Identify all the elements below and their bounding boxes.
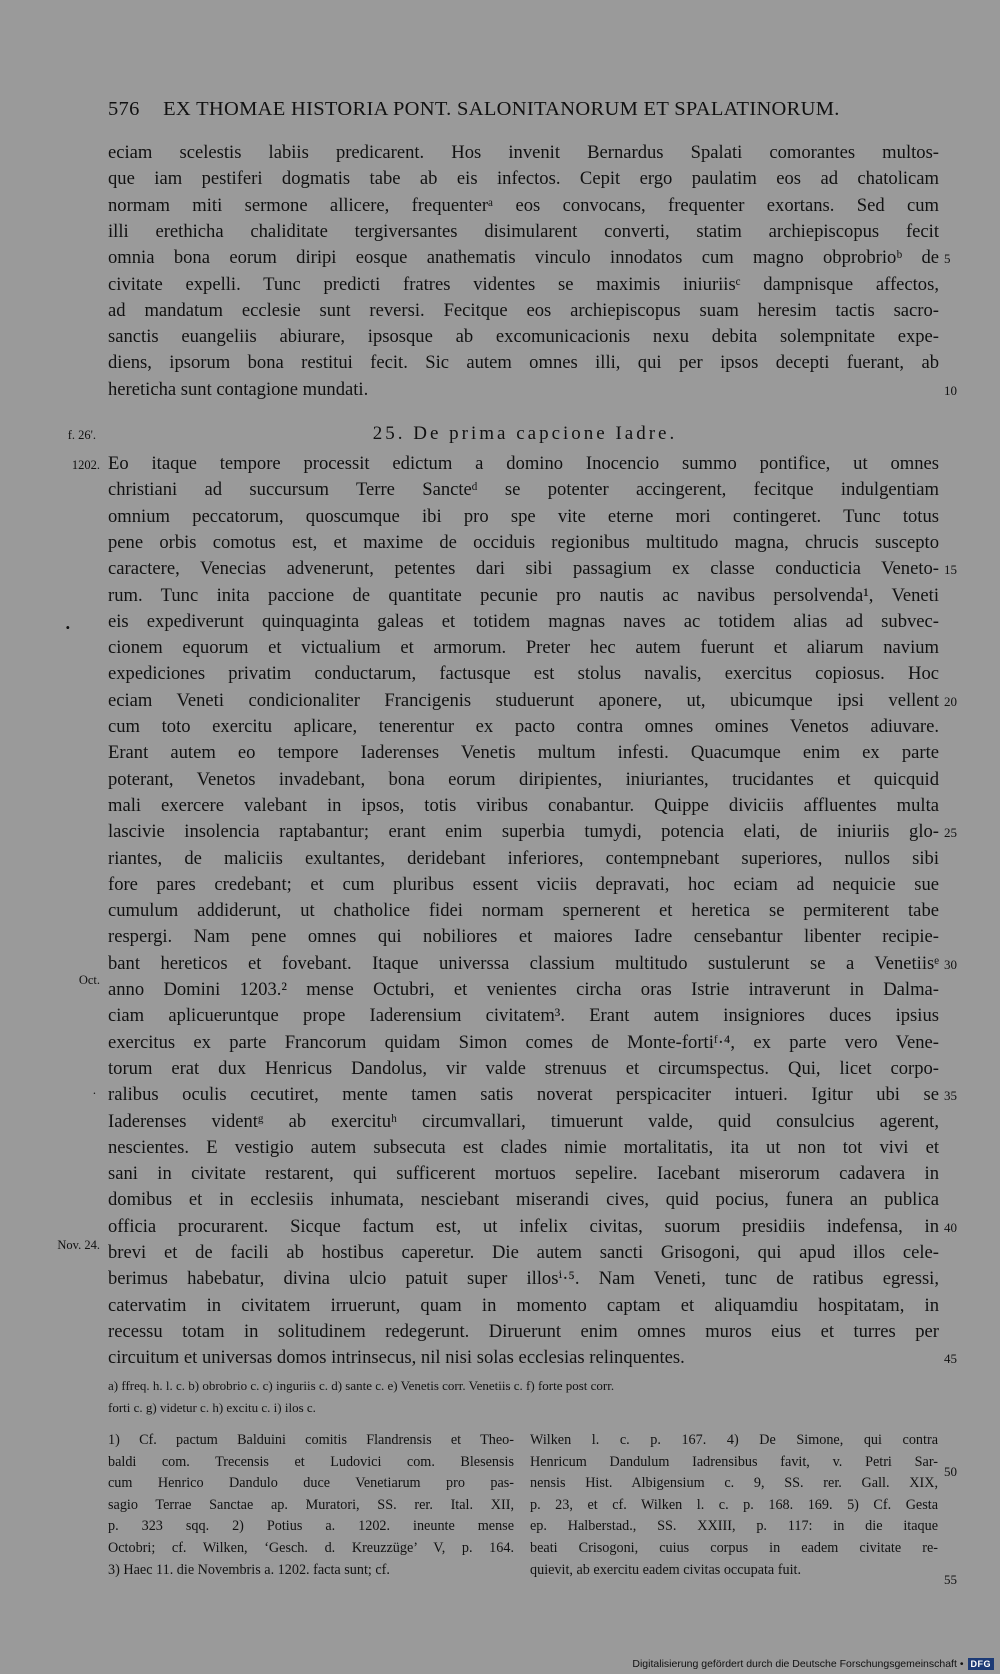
margin-nov-24: Nov. 24. (57, 1238, 100, 1252)
paragraph-1-line: hereticha sunt contagione mundati. (108, 378, 369, 400)
paragraph-2-line: cum toto exercitu aplicare, tenerentur ex pacto contra omnes omines Venetos adiuvare. (108, 716, 939, 737)
paragraph-2-line: officia procurarent. Sicque factum est, ut infelix civitas, suorum presidiis indefensa, in (108, 1215, 939, 1237)
paragraph-2-line: brevi et de facili ab hostibus caperetur. Die autem sancti Grisogoni, qui apud illos cele- (108, 1242, 939, 1263)
footnote-line: Octobri; cf. Wilken, ‘Gesch. d. Kreuzzüge’ V, p. 164. (108, 1539, 514, 1556)
paragraph-2-line: Erant autem eo tempore Iaderenses Venetis multum infesti. Quacumque enim ex parte (108, 742, 939, 764)
footnote-line: baldi com. Trecensis et Ludovici com. Blesensis (108, 1453, 514, 1470)
margin-year-1202: 1202. (71, 458, 100, 472)
line-number-20: 20 (944, 693, 957, 709)
footnote-line: Wilken l. c. p. 167. 4) De Simone, qui contra (530, 1432, 938, 1448)
paragraph-2-line: catervatim in civitatem irruerunt, quam in momento captam et aliquamdiu hospitatam, in (108, 1294, 939, 1316)
footnote-line: 3) Haec 11. die Novembris a. 1202. facta sunt; cf. (108, 1561, 390, 1578)
paragraph-1-line: diens, ipsorum bona restitui fecit. Sic autem omnes illi, qui per ipsos decepti fuerant, ab (108, 352, 939, 374)
paragraph-2-line: omnium peccatorum, quoscumque ibi pro spe vite eterne mori contingeret. Tunc totus (108, 505, 939, 527)
line-number-45: 45 (944, 1351, 957, 1367)
folio-marker: f. 26'. (67, 428, 96, 442)
footnotes-left-column (108, 1430, 514, 1581)
paragraph-2-line: ciam aplicueruntque prope Iaderensium civitatem³. Erant autem insigniores duces ipsius (108, 1005, 939, 1027)
paragraph-2-line: berimus habebatur, divina ulcio patuit super illosⁱ·⁵. Nam Veneti, tunc de ratibus egressi, (108, 1268, 939, 1290)
paragraph-2-line: sani in civitate restarent, qui sufficerent mortuos sepelire. Iacebant miserorum cadavera in (108, 1163, 939, 1185)
paragraph-1-line: eciam scelestis labiis predicarent. Hos invenit Bernardus Spalati comorantes multos- (108, 142, 939, 163)
page-number: 576 (108, 98, 140, 120)
footnote-line: Henricum Dandulum Iadrensibus favit, v. Petri Sar- (530, 1453, 938, 1470)
paragraph-2-line: exercitus ex parte Francorum quidam Simon comes de Monte-fortiᶠ·⁴, ex parte vero Vene- (108, 1031, 939, 1053)
paragraph-2-line: rum. Tunc inita paccione de quantitate pecunie pro nautis ac navibus persolvenda¹, Veneti (108, 584, 939, 606)
apparatus-line-1: a) ffreq. h. l. c. b) obrobrio c. c) inguriis c. d) sante c. e) Venetis corr. Venetiis c. f) forte post corr. (108, 1378, 615, 1393)
paragraph-1-line: sanctis euangeliis abiurare, ipsosque ab excomunicacionis nexu debita solempnitate expe- (108, 326, 939, 348)
paragraph-1-line: que iam pestiferi dogmatis tabe ab eis infectos. Cepit ergo paulatim eos ad chatolicam (108, 168, 939, 190)
paragraph-2-line: ralibus oculis cecutiret, mente tamen satis noverat perspicaciter intueri. Igitur ubi se (108, 1084, 939, 1106)
dfg-credit-text: Digitalisierung gefördert durch die Deutsche Forschungsgemeinschaft • (632, 1658, 964, 1670)
footnote-line: ep. Halberstad., SS. XXIII, p. 117: in die itaque (530, 1518, 938, 1535)
footnote-line: quievit, ab exercitu eadem civitas occupata fuit. (530, 1561, 802, 1578)
footnotes-right-column (530, 1430, 938, 1581)
line-number-25: 25 (944, 825, 957, 841)
line-number-35: 35 (944, 1088, 957, 1104)
footnote-line: 1) Cf. pactum Balduini comitis Flandrensis et Theo- (108, 1432, 514, 1448)
paragraph-2-line: Iaderenses videntᵍ ab exercituʰ circumvallari, timuerunt valde, quid consulcius agerent, (108, 1110, 939, 1132)
dfg-logo: DFG (968, 1658, 995, 1670)
apparatus-line-2: forti c. g) videtur c. h) excitu c. i) ilos c. (108, 1400, 316, 1415)
line-number-55: 55 (944, 1572, 957, 1587)
paragraph-1-line: illi erethicha chaliditate tergiversantes disimularent converti, statim archiepiscopus fecit (108, 220, 939, 242)
paragraph-2-line: Eo itaque tempore processit edictum a domino Inocencio summo pontifice, ut omnes (108, 453, 939, 474)
footnote-line: p. 323 sqq. 2) Potius a. 1202. ineunte mense (108, 1518, 514, 1535)
paragraph-2-line: domibus et in ecclesiis inhumata, nesciebant miserandi cives, quid pocius, funera an publica (108, 1189, 939, 1211)
paragraph-2-line: torum erat dux Henricus Dandolus, vir valde strenuus et circumspectus. Qui, licet corpo- (108, 1057, 939, 1079)
paragraph-2-line: expediciones privatim conductarum, factusque est stolus navalis, exercitus copiosus. Hoc (108, 663, 939, 685)
footnote-line: beati Crisogoni, cuius corpus in eadem civitate re- (530, 1539, 938, 1556)
paragraph-1-line: omnia bona eorum diripi eosque anathematis vinculo innodatos cum magno obprobrioᵇ de (108, 247, 939, 269)
paragraph-2-line: pene orbis comotus est, et maxime de occiduis regionibus multitudo magna, chrucis suscepto (108, 531, 939, 553)
paragraph-1-line: ad mandatum ecclesie sunt reversi. Fecitque eos archiepiscopus suam heresim tactis sacro- (108, 299, 939, 321)
paragraph-2-line: eciam Veneti condicionaliter Francigenis studuerunt aponere, ut, ubicumque ipsi vellent (108, 689, 939, 711)
paragraph-2-line: respergi. Nam pene omnes qui nobiliores et maiores Iadre censebantur libenter recipie- (108, 926, 939, 948)
paragraph-2-line: bant hereticos et fovebant. Itaque universsa classium multitudo sustulerunt se a Venetiisᵉ (108, 952, 939, 974)
running-title: EX THOMAE HISTORIA PONT. SALONITANORUM ET SPALATINORUM. (163, 98, 840, 120)
paragraph-2-line: cumulum addiderunt, ut chatholice fidei normam spernerent et heretica se permiterent tabe (108, 900, 939, 922)
paragraph-2-line: nescientes. E vestigio autem subsecuta est clades nimie mortalitatis, ita ut non tot vivi et (108, 1136, 939, 1158)
line-number-5: 5 (944, 251, 951, 267)
footnote-line: nensis Hist. Albigensium c. 9, SS. rer. Gall. XIX, (530, 1475, 938, 1492)
line-number-40: 40 (944, 1219, 957, 1235)
paragraph-2-line: fore pares credebant; et cum pluribus essent viciis depravati, hoc eciam ad nequicie sue (108, 873, 939, 895)
footnote-line: cum Henrico Dandulo duce Venetiarum pro pas- (108, 1475, 514, 1492)
section-title: 25. De prima capcione Iadre. (372, 423, 678, 444)
line-number-30: 30 (944, 956, 957, 972)
margin-dot-2: . (92, 1083, 96, 1097)
paragraph-2-line: anno Domini 1203.² mense Octubri, et venientes circha oras Istrie intraverunt in Dalma- (108, 979, 939, 1000)
paragraph-2-line: cionem equorum et victualium et armorum. Preter hec autem fuerunt et aliarum navium (108, 637, 939, 659)
margin-dot: • (65, 621, 70, 635)
footnote-line: p. 23, et cf. Wilken l. c. p. 168. 169. 5) Cf. Gesta (530, 1496, 938, 1513)
dfg-credit (632, 1658, 994, 1670)
paragraph-2-line: recessu totam in solitudinem redegerunt. Diruerunt enim omnes muros eius et turres per (108, 1320, 939, 1342)
line-number-10: 10 (944, 382, 957, 398)
paragraph-2-line: christiani ad succursum Terre Sancteᵈ se potenter accingerent, fecitque indulgentiam (108, 479, 939, 501)
line-number-50: 50 (944, 1464, 957, 1479)
paragraph-2-line: eis expediverunt quinquaginta galeas et totidem magnas naves ac totidem alias ad subvec- (108, 610, 939, 632)
line-number-15: 15 (944, 562, 957, 578)
paragraph-2-line: circuitum et universas domos intrinsecus, nil nisi solas ecclesias relinquentes. (108, 1347, 685, 1369)
paragraph-2-line: lascivie insolencia raptabantur; erant enim superbia tumydi, potencia elati, de iniuriis glo- (108, 821, 939, 843)
page-header (108, 98, 888, 121)
paragraph-1-line: normam miti sermone allicere, frequenterᵃ eos convocans, frequenter exortans. Sed cum (108, 194, 939, 216)
margin-oct: Oct. (78, 973, 100, 987)
paragraph-2-line: mali exercere valebant in ipsos, totis viribus conabantur. Quippe diviciis affluentes multa (108, 794, 939, 816)
paragraph-2-line: riantes, de maliciis exultantes, deridebant inferiores, contempnebant superiores, nullos sibi (108, 847, 939, 869)
paragraph-2-line: caractere, Venecias advenerunt, petentes dari sibi passagium ex classe conducticia Veneto- (108, 558, 939, 580)
paragraph-1-line: civitate expelli. Tunc predicti fratres videntes se maximis iniuriisᶜ dampnisque affectos, (108, 273, 939, 295)
footnote-line: sagio Terrae Sanctae ap. Muratori, SS. rer. Ital. XII, (108, 1496, 514, 1513)
paragraph-2-line: poterant, Venetos invadebant, bona eorum diripientes, iniuriantes, trucidantes et quicquid (108, 768, 939, 790)
